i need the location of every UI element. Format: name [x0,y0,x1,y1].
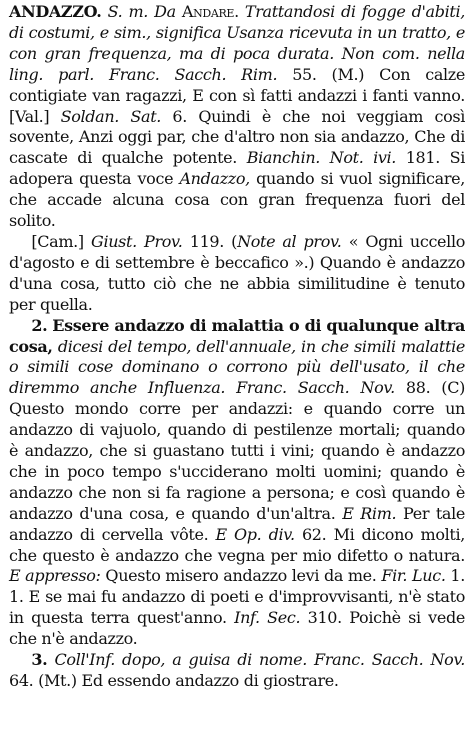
headword: ANDAZZO. [9,2,102,21]
definition-1: Trattandosi di fogge d'abiti, di costumi, e sim., significa Usanza ricevuta in un tratto, e con gran frequenza, ma di poca durata. Non com. nella ling. parl. Franc. Sacch. Rim. [9,2,465,84]
source: Giust. Prov. [91,231,183,251]
reference-3: 181. [405,148,440,168]
etymology-word: Andare [181,2,235,21]
quotation-3: Mi dicono molti, che questo è andazzo che vegna per mio difetto o natura. [9,524,465,565]
entry-paragraph-2 [9,232,465,316]
reference-1: 64. (Mt.) [9,671,77,690]
sense-heading: Essere andazzo di malattia o di qualunque altra cosa, [9,315,465,356]
reference-3: 62. [301,524,327,544]
sense-2 [9,316,465,651]
source-4: E appresso: [9,566,101,586]
quotation-4: Questo misero andazzo levi da me. [105,566,377,586]
etymology-prefix: Da [154,2,176,21]
source-5: Fir. Luc. [381,566,446,586]
reference-6: 310. [307,608,342,628]
source-3: Bianchin. Not. ivi. [246,148,397,168]
grammar-label: S. m. [107,2,149,21]
source-2: Soldan. Sat. [60,106,162,126]
source-6: Inf. Sec. [234,608,301,628]
editor-mark-2: [Val.] [9,106,50,126]
quotation-1: Questo mondo corre per andazzi: e quando corre un andazzo di vajuolo, quando di pestilenze mortali; quando è andazzo, che si guastano tutti i vini; quando è andazzo che in poco tempo s'ucciderano molti uomini; quando è andazzo che non si fa ragione a persona; e così quando è andazzo d'una cosa, e quando d'un'altra. [9,399,465,523]
quotation-1: Ed essendo andazzo di giostrare. [81,671,339,690]
sense-number: 2. [31,315,48,335]
usage-note-b: quando si vuol significare, che accade alcuna cosa con gran frequenza fuori del solito. [9,169,465,231]
reference-1: 55. (M.) [292,64,365,84]
reference-5: 1. 1. [9,566,465,607]
usage-note-a: Si adopera questa voce [9,148,465,189]
sense-number: 3. [31,650,48,670]
source-2: E Rim. [342,503,397,523]
quotation-5: E se mai fu andazzo di poeti e d'improvvisanti, n'è stato in questa terra quest'anno. [9,587,465,628]
sense-definition: Coll'Inf. dopo, a guisa di nome. Franc. Sacch. Nov. [54,650,465,670]
sense-3 [9,650,465,692]
quotation-2: Per tale andazzo di cervella vôte. [9,503,465,544]
reference-2: 6. [172,106,187,126]
note-quote: « Ogni uccello d'agosto e di settembre è beccafico ».) [9,231,465,272]
sense-definition: dicesi del tempo, dell'annuale, in che simili malattie o simili cose dominano o corrono più dell'usato, il che diremmo anche Influenza. Franc. Sacch. Nov. [9,336,465,398]
quotation-1: Con calze contigiate van ragazzi, E con sì fatti andazzi i fanti vanno. [9,64,465,105]
reference-1: 88. (C) [405,378,465,398]
note-open: ( [231,231,238,251]
quotation-6: Poichè si vede che n'è andazzo. [9,608,465,649]
quotation-2: Quindi è che noi veggiam così sovente, Anzi oggi par, che d'altro non sia andazzo, Che di cascate di qualche potente. [9,106,465,168]
editor-mark: [Cam.] [31,231,84,251]
paragraph-text: Quando è andazzo d'una cosa, tutto ciò che ne abbia similitudine è tenuto per quella. [9,252,465,314]
source-3: E Op. div. [215,524,295,544]
note-title: Note al prov. [237,231,342,251]
entry-main-paragraph: ANDAZZO. S. m. Da Andare. Trattandosi di fogge d'abiti, di costumi, e sim., significa Usanza ricevuta in un tratto, e con gran frequenza, ma di poca durata. Non com. nella ling. parl. Franc. Sacch. Rim. 55. (M.) Con calze contigiate van ragazzi, E con sì fatti andazzi i fanti vanno. [Val.] Soldan. Sat. 6. Quindi è che noi veggiam così sovente, Anzi oggi par, che d'altro non sia andazzo, Che di cascate di qualche potente. Bianchin. Not. ivi. 181. Si adopera questa voce Andazzo, quando si vuol significare, che accade alcuna cosa con gran frequenza fuori del solito. [9,2,465,231]
reference: 119. [189,231,224,251]
usage-note-term: Andazzo, [179,169,250,189]
